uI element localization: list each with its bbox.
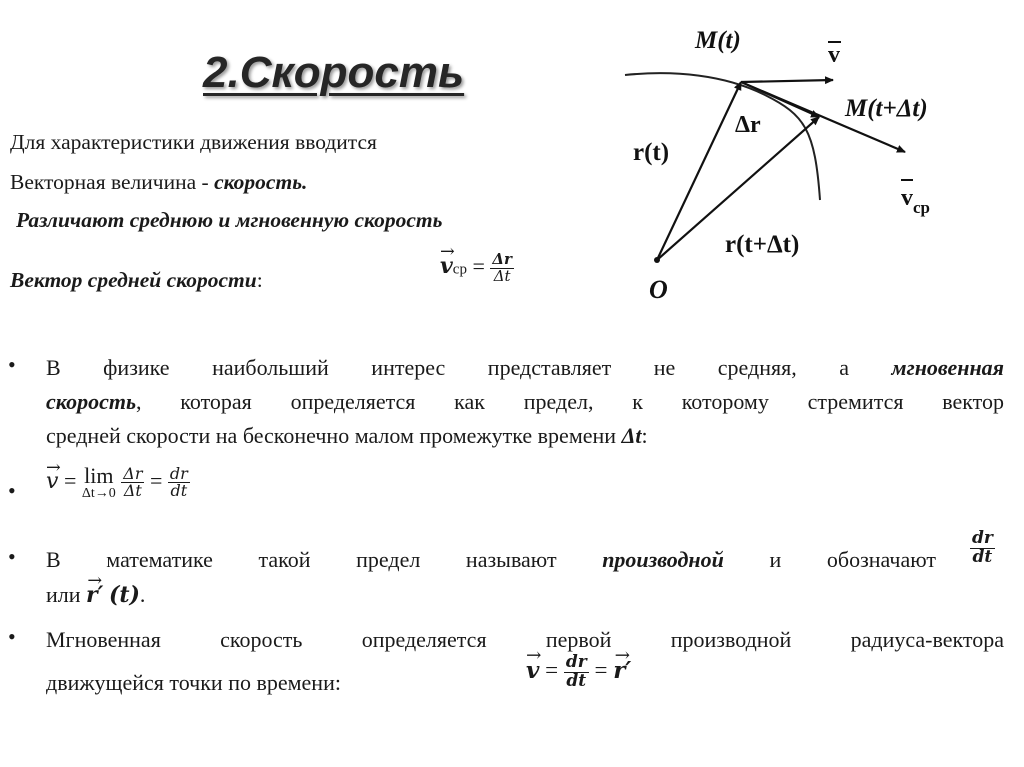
trajectory-curve: [625, 73, 820, 200]
bullet-3-term-derivative: производной: [602, 547, 724, 572]
bullet-1-line-1: [46, 352, 1004, 384]
label-M-t: M(t): [695, 27, 741, 54]
label-delta-r: Δr: [735, 112, 761, 138]
label-v: v: [828, 42, 840, 68]
label-v-cp: [901, 185, 930, 217]
bullet-3-line-2: [46, 582, 145, 608]
formula-instant-velocity: [526, 654, 631, 691]
formula-limit-f1-num: Δr: [123, 463, 143, 483]
label-v-cp-main: v: [901, 185, 913, 211]
formula-limit-eq: =: [63, 467, 77, 493]
label-r-t-dt: r(t+Δt): [725, 231, 800, 258]
bullet-4-line-2: движущейся точки по времени:: [46, 670, 341, 695]
label-v-cp-sub: ср: [913, 198, 930, 217]
formula-limit-fraction-1: [121, 463, 144, 501]
formula-limit: [46, 464, 190, 502]
intro-line-3: Различают среднюю и мгновенную скорость: [16, 208, 443, 232]
velocity-diagram: [615, 20, 975, 320]
formula-avg-num: Δr: [492, 250, 512, 268]
formula-limit-eq2: =: [149, 467, 163, 493]
bullet-1-line-2: [46, 386, 1004, 418]
bullet-1-text-a: В физике наибольший интерес представляет не средняя, а: [46, 355, 892, 380]
avg-velocity-label-text: Вектор средней скорости: [10, 268, 257, 292]
bullet-1-term-velocity: скорость: [46, 389, 137, 414]
bullet-1-text-d: :: [641, 423, 648, 448]
bullet-1-term-instant: мгновенная: [891, 355, 1004, 380]
intro-term-velocity: скорость.: [214, 170, 308, 194]
bullet-2-marker: •: [8, 478, 16, 503]
avg-velocity-label-colon: :: [256, 268, 263, 292]
formula-limit-v: → v: [46, 469, 58, 494]
bullet-3-text-a: В математике такой предел называют: [46, 547, 603, 572]
formula-instant-den: dt: [566, 670, 587, 691]
formula-avg-den: Δt: [493, 266, 511, 285]
formula-limit-fraction-2: [168, 463, 190, 501]
intro-line-2: [10, 170, 307, 195]
bullet-3-text-b: и обозначают: [723, 547, 936, 572]
label-M-t-dt: M(t+Δt): [845, 95, 928, 122]
formula-limit-operator: [82, 464, 116, 502]
formula-limit-f2-den: dt: [170, 481, 188, 501]
bullet-1-text-c: средней скорости на бесконечно малом промежутке времени: [46, 423, 622, 448]
label-O: O: [649, 275, 668, 304]
formula-instant-num: dr: [565, 652, 587, 672]
bullet-3-frac-den: dt: [972, 546, 993, 567]
formula-instant-v: → v: [526, 657, 539, 684]
bullet-3-line-1: [46, 544, 936, 576]
avg-velocity-label: [10, 268, 263, 293]
formula-avg-fraction: [490, 252, 514, 285]
origin-point: [654, 257, 660, 263]
formula-limit-sub: Δt→0: [81, 486, 116, 502]
formula-instant-eq2: =: [594, 657, 608, 683]
label-r-t: r(t): [633, 139, 670, 166]
bullet-3-fraction: [970, 530, 995, 567]
bullet-1-marker: •: [8, 352, 16, 377]
bullet-3-end: .: [139, 582, 146, 607]
intro-line-2-prefix: Векторная величина -: [10, 170, 215, 194]
bullet-3-marker: •: [8, 544, 16, 569]
formula-limit-f2-num: dr: [169, 463, 188, 483]
page-title: 2.Скорость: [203, 48, 465, 97]
formula-avg-v: → v: [440, 253, 453, 279]
intro-line-1: Для характеристики движения вводится: [10, 130, 377, 154]
bullet-3-or: или: [46, 582, 87, 607]
bullet-1-text-b: , которая определяется как предел, к которому стремится вектор: [136, 389, 1004, 414]
bullet-3-frac-num: dr: [972, 528, 993, 548]
formula-average-velocity: [440, 252, 514, 285]
formula-avg-eq: =: [472, 253, 485, 279]
formula-avg-subscript: ср: [452, 261, 467, 278]
vector-v: [741, 80, 833, 82]
formula-instant-fraction: [564, 654, 589, 691]
bullet-3-arg: (t): [108, 582, 140, 608]
formula-instant-r-prime: → r′: [613, 657, 631, 684]
formula-limit-lim: lim: [84, 463, 114, 488]
bullet-3-r-prime: → r′: [86, 582, 103, 608]
bullet-1-line-3: [46, 420, 1004, 452]
bullet-4-line-1: Мгновенная скорость определяется первой производной радиуса-вектора: [46, 627, 1004, 652]
bullet-4-marker: •: [8, 624, 16, 649]
bullet-1-term-dt: Δt: [621, 423, 642, 448]
formula-instant-eq: =: [545, 657, 559, 683]
formula-limit-f1-den: Δt: [123, 481, 142, 501]
